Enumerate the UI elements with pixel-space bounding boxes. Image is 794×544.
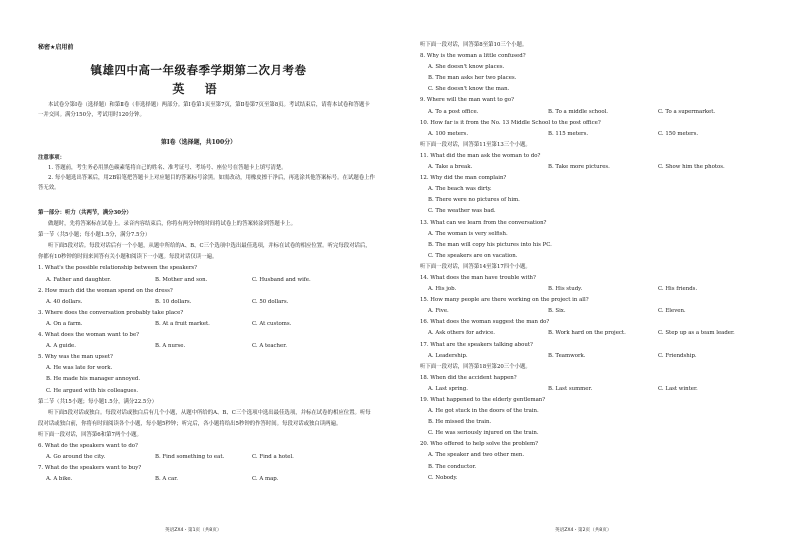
question-6-options <box>38 452 375 463</box>
option: C. To a supermarket. <box>658 108 716 115</box>
option: A. He got stuck in the doors of the train. <box>428 408 539 415</box>
option: A. The beach was dirty. <box>428 186 492 193</box>
option: C. A map. <box>252 476 279 483</box>
option: A. A bike. <box>46 476 73 483</box>
option: C. He argued with his colleagues. <box>46 387 139 394</box>
option: A. The woman is very selfish. <box>428 230 508 237</box>
question-2-options <box>38 297 375 308</box>
option: B. Mother and son. <box>155 276 208 283</box>
notes-heading: 注意事项： <box>38 155 65 161</box>
question-4-options <box>38 341 375 352</box>
exam-title: 镇雄四中高一年级春季学期第二次月考卷 <box>90 63 307 77</box>
listening-instruction: 听下面一段对话，回答第11至第13三个小题。 <box>420 141 531 148</box>
option: A. Last spring. <box>428 385 468 392</box>
option: A. The speaker and two other men. <box>428 452 525 459</box>
option: A. Go around the city. <box>46 454 106 461</box>
option: A. On a farm. <box>46 320 83 327</box>
note-1: 1. 答题前，考生务必用黑色碳素笔将自己的姓名、准考证号、考场号、座位号在答题卡上填写清楚。 <box>48 165 287 171</box>
option: A. Leadership. <box>428 352 468 359</box>
option: B. A nurse. <box>155 343 186 350</box>
question-11: 11. What did the man ask the woman to do? <box>420 152 541 159</box>
option: B. Last summer. <box>548 385 593 392</box>
right-questions <box>420 40 777 484</box>
question-20: 20. Who offered to help solve the problem? <box>420 441 538 448</box>
option: B. At a fruit market. <box>155 320 210 327</box>
question-1-options <box>38 275 375 286</box>
question-5: 5. Why was the man upset? <box>38 354 113 361</box>
subsection-heading: 第二节（共15小题；每小题1.5分，满分22.5分） <box>38 398 158 405</box>
option: A. She doesn't know places. <box>428 64 505 71</box>
question-9: 9. Where will the man want to go? <box>420 97 514 104</box>
option: B. A car. <box>155 476 178 483</box>
option: A. Take a break. <box>428 164 473 171</box>
option: B. He missed the train. <box>428 419 492 426</box>
question-3: 3. Where does the conversation probably take place? <box>38 309 184 316</box>
option: A. A guide. <box>46 343 76 350</box>
subject-title: 英 语 <box>172 82 225 96</box>
question-4: 4. What does the woman want to be? <box>38 332 140 339</box>
question-18-options <box>420 384 777 395</box>
question-3-options <box>38 319 375 330</box>
notes-block <box>38 153 375 193</box>
option: C. His friends. <box>658 286 698 293</box>
option: B. His study. <box>548 286 583 293</box>
question-15-options <box>420 306 777 317</box>
question-16-options <box>420 328 777 339</box>
option: B. Teamwork. <box>548 352 586 359</box>
question-14: 14. What does the man have trouble with? <box>420 274 536 281</box>
question-2: 2. How much did the woman spend on the dress? <box>38 287 173 294</box>
subsection-heading: 第一节（共5小题；每小题1.5分，满分7.5分） <box>38 232 151 239</box>
question-13: 13. What can we learn from the conversation? <box>420 219 547 226</box>
section-instructions: 做题时，先将答案标在试卷上。录音内容结束后，你将有两分钟的时间将试卷上的答案转涂到答题卡上。 <box>48 221 296 228</box>
listening-instruction: 听下面一段对话，回答第14至第17四个小题。 <box>420 263 531 270</box>
question-11-options <box>420 162 777 173</box>
page-footer-right: 英语ZX4・第2页（共8页） <box>555 528 612 533</box>
option: C. Husband and wife. <box>252 276 311 283</box>
question-12: 12. Why did the man complain? <box>420 175 507 182</box>
question-7: 7. What do the speakers want to buy? <box>38 465 142 472</box>
option: B. The conductor. <box>428 463 477 470</box>
option: C. The weather was bad. <box>428 208 496 215</box>
question-15: 15. How many people are there working on the project in all? <box>420 297 589 304</box>
option: B. Find something to eat. <box>155 454 225 461</box>
option: C. The speakers are on vacation. <box>428 252 518 259</box>
section-heading: 第一部分：听力（共两节，满分30分） <box>38 210 132 216</box>
question-6: 6. What do the speakers want to do? <box>38 442 138 449</box>
listening-instruction: 听下面一段对话，回答第6和第7两个小题。 <box>38 431 142 438</box>
option: C. At customs. <box>252 320 292 327</box>
option: C. He was seriously injured on the train. <box>428 430 539 437</box>
question-9-options <box>420 107 777 118</box>
part-one-title: 第Ⅰ卷（选择题，共100分） <box>160 139 237 146</box>
page-footer-left: 英语ZX4・第1页（共8页） <box>165 528 222 533</box>
exam-intro: 本试卷分第Ⅰ卷（选择题）和第Ⅱ卷（非选择题）两部分。第Ⅰ卷第1页至第7页，第Ⅱ卷第7页至第8页。考试结束后，请将本试卷和答题卡一并交回。满分150分，考试用时120分钟。 <box>38 102 370 118</box>
option: B. 10 dollars. <box>155 298 192 305</box>
option: C. Friendship. <box>658 352 697 359</box>
subsection-instructions: 听下面5段对话或独白。每段对话或独白后有几个小题，从题中所给的A、B、C三个选项中选出最佳选项，并标在试卷的相应位置。听每段对话或独白前，你将有时间阅读各个小题，每小题5秒钟；听完后，各小题将给出5秒钟的作答时间。每段对话或独白读两遍。 <box>38 409 371 427</box>
option: B. Six. <box>548 308 566 315</box>
option: C. Step up as a team leader. <box>658 330 735 337</box>
question-19: 19. What happened to the elderly gentleman? <box>420 397 546 403</box>
option: C. A teacher. <box>252 343 287 350</box>
question-17: 17. What are the speakers talking about? <box>420 341 533 348</box>
question-10: 10. How far is it from the No. 13 Middle School to the post office? <box>420 119 601 126</box>
option: A. Father and daughter. <box>46 276 111 283</box>
option: A. 100 meters. <box>428 130 469 137</box>
option: A. His job. <box>428 286 457 293</box>
option: A. Five. <box>428 308 449 315</box>
confidential-mark: 秘密★启用前 <box>38 44 74 51</box>
option: A. Ask others for advice. <box>428 330 495 337</box>
question-10-options <box>420 129 777 140</box>
option: C. Last winter. <box>658 385 698 392</box>
option: C. Show him the photos. <box>658 164 725 171</box>
note-2: 2. 每小题选出答案后，用2B铅笔把答题卡上对应题目的答案标号涂黑。如需改动，用橡皮擦干净后，再选涂其他答案标号。在试题卷上作答无效。 <box>38 175 375 191</box>
option: B. He made his manager annoyed. <box>46 376 141 383</box>
question-8: 8. Why is the woman a little confused? <box>420 53 526 60</box>
option: B. Work hard on the project. <box>548 330 626 337</box>
question-18: 18. When did the accident happen? <box>420 374 517 381</box>
option: C. 150 meters. <box>658 130 699 137</box>
question-16: 16. What does the woman suggest the man do? <box>420 319 550 326</box>
listening-instruction: 听下面一段对话，回答第18至第20三个小题。 <box>420 363 531 370</box>
option: C. Eleven. <box>658 308 686 315</box>
question-7-options <box>38 474 375 485</box>
option: A. 40 dollars. <box>46 298 83 305</box>
option: B. There were no pictures of him. <box>428 197 520 204</box>
option: B. 115 meters. <box>548 130 589 137</box>
option: B. Take more pictures. <box>548 164 610 171</box>
option: A. To a post office. <box>428 108 479 115</box>
option: C. 50 dollars. <box>252 298 289 305</box>
question-1: 1. What's the possible relationship between the speakers? <box>38 265 198 272</box>
option: C. Nobody. <box>428 474 458 481</box>
option: C. Find a hotel. <box>252 454 294 461</box>
question-17-options <box>420 351 777 362</box>
option: A. He was late for work. <box>46 365 113 372</box>
question-14-options <box>420 284 777 295</box>
option: B. The man asks her two places. <box>428 75 517 82</box>
option: B. The man will copy his pictures into his PC. <box>428 241 552 248</box>
option: B. To a middle school. <box>548 108 609 115</box>
option: C. She doesn't know the man. <box>428 86 510 93</box>
left-questions <box>38 208 375 485</box>
subsection-instructions: 听下面5段对话。每段对话后有一个小题，从题中所给的A、B、C三个选项中选出最佳选项，并标在试卷的相应位置。听完每段对话后，你都有10秒钟的时间来回答有关小题和阅读下一小题。每段对话仅读一遍。 <box>38 243 371 261</box>
listening-instruction: 听下面一段对话，回答第8至第10三个小题。 <box>420 42 528 48</box>
